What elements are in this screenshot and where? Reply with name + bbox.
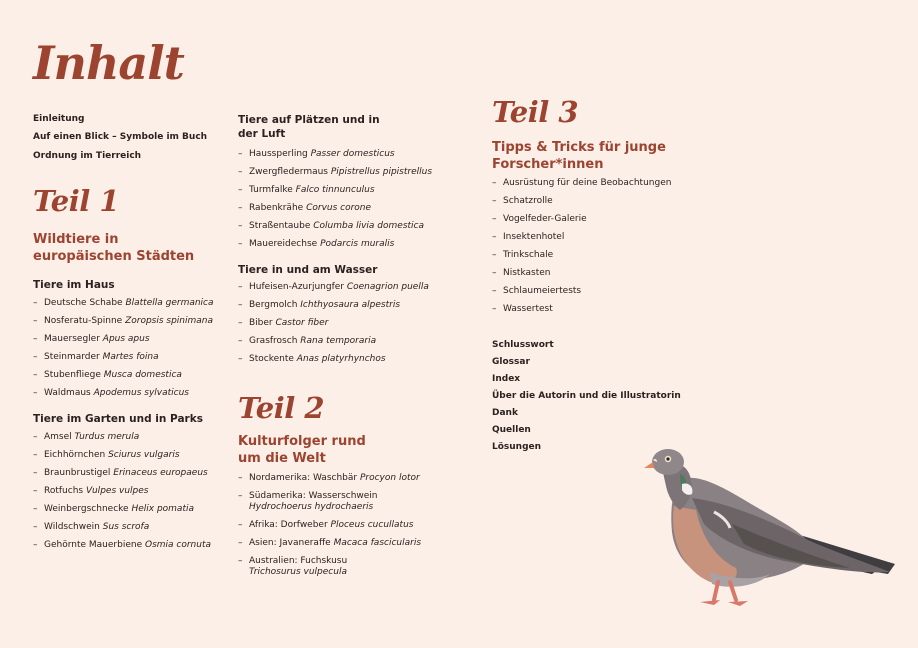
toc-item[interactable] [33, 522, 211, 533]
part-3-subtitle-line: Tipps & Tricks für junge [492, 140, 666, 155]
common-name: Deutsche Schabe [44, 298, 123, 308]
common-name: Stockente [249, 354, 294, 364]
scientific-name: Coenagrion puella [346, 282, 429, 292]
toc-entry[interactable]: Index [492, 374, 521, 384]
toc-item[interactable]: – Insektenhotel [492, 232, 671, 243]
toc-item[interactable] [238, 221, 432, 232]
scientific-name: Sus scrofa [102, 522, 150, 532]
part-1-subtitle-line: europäischen Städten [33, 249, 195, 264]
scientific-name: Passer domesticus [310, 149, 395, 159]
section-heading-line: der Luft [238, 128, 286, 140]
scientific-name: Pipistrellus pipistrellus [330, 167, 433, 177]
scientific-name: Sciurus vulgaris [108, 450, 180, 460]
part-3-subtitle [492, 139, 666, 173]
part-3-subtitle-line: Forscher*innen [492, 157, 604, 172]
toc-entry[interactable]: Dank [492, 408, 518, 418]
toc-item[interactable] [238, 473, 449, 484]
scientific-name: Turdus merula [74, 432, 140, 442]
scientific-name: Vulpes vulpes [85, 486, 149, 496]
section-list-plaetze [238, 149, 432, 257]
section-list-haus [33, 298, 214, 406]
scientific-name: Rana temporaria [300, 336, 377, 346]
toc-item[interactable]: – Nistkasten [492, 268, 671, 279]
part-3-list [492, 178, 671, 322]
common-name: Turmfalke [249, 185, 293, 195]
common-name: Nosferatu-Spinne [44, 316, 123, 326]
page-title: Inhalt [33, 36, 184, 90]
scientific-name: Procyon lotor [359, 473, 420, 483]
toc-item[interactable]: – Trinkschale [492, 250, 671, 261]
scientific-name: Apus apus [102, 334, 150, 344]
scientific-name: Apodemus sylvaticus [93, 388, 189, 398]
toc-item[interactable] [238, 520, 449, 531]
scientific-name: Corvus corone [306, 203, 372, 213]
scientific-name: Columba livia domestica [313, 221, 425, 231]
toc-entry-einleitung[interactable]: Einleitung [33, 114, 85, 124]
scientific-name: Falco tinnunculus [295, 185, 375, 195]
common-name: Nordamerika: Waschbär [249, 473, 358, 483]
toc-item[interactable] [33, 450, 211, 461]
scientific-name: Macaca fascicularis [333, 538, 422, 548]
toc-entry[interactable]: Quellen [492, 425, 531, 435]
section-heading-line: Tiere auf Plätzen und in [238, 114, 380, 126]
toc-item[interactable] [33, 316, 214, 327]
part-3-heading: Teil 3 [492, 95, 579, 129]
common-name: Mauersegler [44, 334, 100, 344]
section-heading-plaetze [238, 113, 380, 141]
common-name: Straßentaube [249, 221, 311, 231]
toc-item[interactable] [33, 370, 214, 381]
toc-item[interactable]: – Schatzrolle [492, 196, 671, 207]
toc-item[interactable] [33, 334, 214, 345]
toc-item[interactable] [238, 538, 449, 549]
common-name: Wildschwein [44, 522, 100, 532]
scientific-name: Castor fiber [275, 318, 329, 328]
part-2-subtitle [238, 433, 366, 467]
part-2-subtitle-line: um die Welt [238, 451, 326, 466]
scientific-name: Hydrochoerus hydrochaeris [249, 502, 374, 512]
scientific-name: Musca domestica [103, 370, 182, 380]
scientific-name: Blattella germanica [125, 298, 214, 308]
section-heading-wasser: Tiere in und am Wasser [238, 264, 378, 276]
toc-item[interactable] [238, 203, 432, 214]
common-name: Biber [249, 318, 273, 328]
toc-item[interactable]: – Wassertest [492, 304, 671, 315]
toc-entry[interactable]: Über die Autorin und die Illustratorin [492, 391, 681, 401]
common-name: Südamerika: Wasserschwein [249, 491, 378, 501]
toc-item[interactable] [238, 239, 432, 250]
part-2-subtitle-line: Kulturfolger rund [238, 434, 366, 449]
common-name: Amsel [44, 432, 72, 442]
toc-item[interactable] [33, 432, 211, 443]
section-list-garten [33, 432, 211, 558]
wood-pigeon-illustration [640, 440, 910, 615]
toc-item[interactable] [33, 540, 211, 551]
toc-item[interactable] [238, 167, 432, 178]
common-name: Braunbrustigel [44, 468, 111, 478]
scientific-name: Zoropsis spinimana [125, 316, 214, 326]
toc-item[interactable]: – Ausrüstung für deine Beobachtungen [492, 178, 671, 189]
scientific-name: Ploceus cucullatus [330, 520, 414, 530]
toc-item[interactable] [238, 491, 394, 513]
toc-item[interactable] [33, 298, 214, 309]
common-name: Gehörnte Mauerbiene [44, 540, 143, 550]
part-1-heading: Teil 1 [33, 184, 120, 218]
section-heading-haus: Tiere im Haus [33, 279, 115, 291]
toc-entry[interactable]: Glossar [492, 357, 530, 367]
toc-item[interactable] [238, 354, 429, 365]
common-name: Eichhörnchen [44, 450, 106, 460]
common-name: Stubenfliege [44, 370, 101, 380]
scientific-name: Ichthyosaura alpestris [300, 300, 401, 310]
toc-entry[interactable]: Lösungen [492, 442, 542, 452]
scientific-name: Helix pomatia [131, 504, 194, 514]
section-list-wasser [238, 282, 429, 372]
toc-item[interactable]: – Vogelfeder-Galerie [492, 214, 671, 225]
scientific-name: Podarcis muralis [320, 239, 395, 249]
toc-entry-symbole[interactable]: Auf einen Blick – Symbole im Buch [33, 132, 208, 142]
common-name: Mauereidechse [249, 239, 318, 249]
common-name: Rotfuchs [44, 486, 84, 496]
common-name: Australien: Fuchskusu [249, 556, 348, 566]
toc-item[interactable] [238, 556, 394, 578]
toc-item[interactable] [238, 336, 429, 347]
toc-item[interactable] [238, 318, 429, 329]
toc-item[interactable] [33, 468, 211, 479]
common-name: Rabenkrähe [249, 203, 304, 213]
common-name: Bergmolch [249, 300, 298, 310]
scientific-name: Martes foina [102, 352, 159, 362]
toc-item[interactable] [33, 388, 214, 399]
scientific-name: Anas platyrhynchos [296, 354, 386, 364]
toc-item[interactable] [238, 185, 432, 196]
toc-entry[interactable]: Schlusswort [492, 340, 554, 350]
part-2-heading: Teil 2 [238, 391, 325, 425]
section-heading-garten: Tiere im Garten und in Parks [33, 413, 203, 425]
common-name: Waldmaus [44, 388, 91, 398]
common-name: Asien: Javaneraffe [249, 538, 331, 548]
common-name: Weinbergschnecke [44, 504, 129, 514]
scientific-name: Erinaceus europaeus [113, 468, 208, 478]
common-name: Grasfrosch [249, 336, 298, 346]
scientific-name: Osmia cornuta [144, 540, 212, 550]
toc-item[interactable] [33, 504, 211, 515]
part-1-subtitle-line: Wildtiere in [33, 232, 119, 247]
toc-item[interactable] [238, 282, 429, 293]
toc-item[interactable] [238, 300, 429, 311]
common-name: Steinmarder [44, 352, 100, 362]
common-name: Afrika: Dorfweber [249, 520, 328, 530]
toc-entry-ordnung[interactable]: Ordnung im Tierreich [33, 151, 142, 161]
part-2-list [238, 473, 438, 585]
common-name: Haussperling [249, 149, 308, 159]
common-name: Hufeisen-Azurjungfer [249, 282, 344, 292]
toc-item[interactable] [33, 352, 214, 363]
scientific-name: Trichosurus vulpecula [249, 567, 347, 577]
toc-item[interactable] [33, 486, 211, 497]
part-1-subtitle [33, 231, 194, 265]
toc-item[interactable]: – Schlaumeiertests [492, 286, 671, 297]
toc-item[interactable] [238, 149, 432, 160]
common-name: Zwergfledermaus [249, 167, 328, 177]
